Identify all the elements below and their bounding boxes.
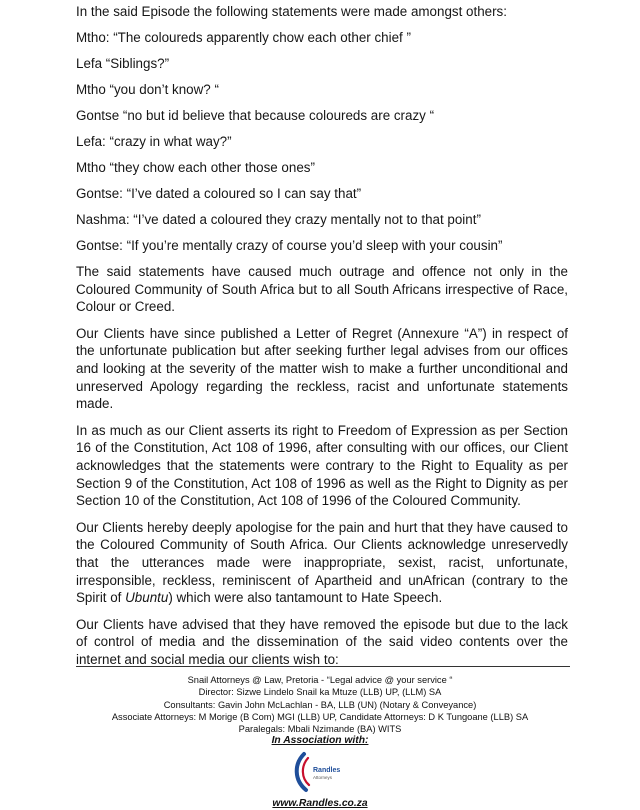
paragraph-constitution: In as much as our Client asserts its right to Freedom of Expression as per Section 16 of the Constitution, Act 108 of 1996, after consulting with our offices, our Client acknowledges that the statements were contrary to the Right to Equality as per Section 9 of the Constitution, Act 108 of 1996 as well as the Right to Dignity as per Section 10 of the Constitution, Act 108 of 1996 of the Coloured Community. [76, 422, 568, 509]
firm-name: Snail Attorneys @ Law, Pretoria - “Legal advice @ your service “ [187, 675, 453, 685]
paralegals-line: Paralegals: Mbali Nzimande (BA) WITS [238, 724, 402, 735]
dialogue-line: Mtho: “The coloureds apparently chow each other chief ” [76, 30, 411, 45]
footer-divider [76, 666, 570, 667]
dialogue-line: Mtho “you don’t know? “ [76, 82, 219, 97]
association-heading: In Association with: [271, 735, 369, 747]
dialogue-line: Gontse: “I’ve dated a coloured so I can say that” [76, 186, 362, 201]
apology-text-end: ) which were also tantamount to Hate Speech. [168, 590, 443, 606]
dialogue-line: Lefa: “crazy in what way?” [76, 134, 232, 149]
paragraph-apology [76, 519, 568, 607]
dialogue-line: Gontse “no but id believe that because coloureds are crazy “ [76, 108, 435, 123]
ubuntu-emphasis: Ubuntu [125, 590, 169, 606]
logo-sub: Attorneys [313, 774, 333, 780]
logo-swoosh-blue [297, 754, 306, 790]
dialogue-line: Nashma: “I’ve dated a coloured they crazy mentally not to that point” [76, 212, 481, 227]
consultants-line: Consultants: Gavin John McLachlan - BA, LLB (UN) (Notary & Conveyance) [163, 699, 477, 710]
letter-body [76, 0, 568, 668]
website-link[interactable]: www.Randles.co.za [272, 797, 368, 809]
randles-logo-icon [290, 750, 350, 796]
director-line: Director: Sizwe Lindelo Snail ka Mtuze (LLB) UP, (LLM) SA [198, 687, 442, 698]
paragraph-closing: Our Clients have advised that they have removed the episode but due to the lack of control of media and the dissemination of the said video contents over the internet and social media our clients wish to: [76, 616, 568, 667]
dialogue-line: Mtho “they chow each other those ones” [76, 160, 315, 175]
dialogue-line: Gontse: “If you’re mentally crazy of course you’d sleep with your cousin” [76, 238, 503, 253]
paragraph-regret: Our Clients have since published a Letter of Regret (Annexure “A”) in respect of the unfortunate publication but after seeking further legal advises from our offices and looking at the severity of the matter wish to make a further unconditional and unreserved Apology regarding the reckless, racist and unfortunate statements made. [76, 325, 568, 412]
paragraph-outrage: The said statements have caused much outrage and offence not only in the Coloured Community of South Africa but to all South Africans irrespective of Race, Colour or Creed. [76, 264, 568, 315]
apology-text: Our Clients hereby deeply apologise for the pain and hurt that they have caused to the Coloured Community of South Africa. Our Clients acknowledge unreservedly that the utterances made were inappropriate, sexist, racist, unfortunate, irresponsible, reckless, reminiscent of Apartheid and unAfrican (contrary to the Spirit of [76, 519, 568, 606]
logo-swoosh-red [303, 758, 309, 785]
dialogue-line: Lefa “Siblings?” [76, 56, 170, 71]
letterhead-footer [0, 674, 640, 810]
associates-line: Associate Attorneys: M Morige (B Com) MGI (LLB) UP, Candidate Attorneys: D K Tungoane (LLB) SA [111, 711, 529, 722]
logo-name: Randles [313, 766, 341, 774]
dialogue-intro: In the said Episode the following statements were made amongst others: [76, 4, 507, 19]
